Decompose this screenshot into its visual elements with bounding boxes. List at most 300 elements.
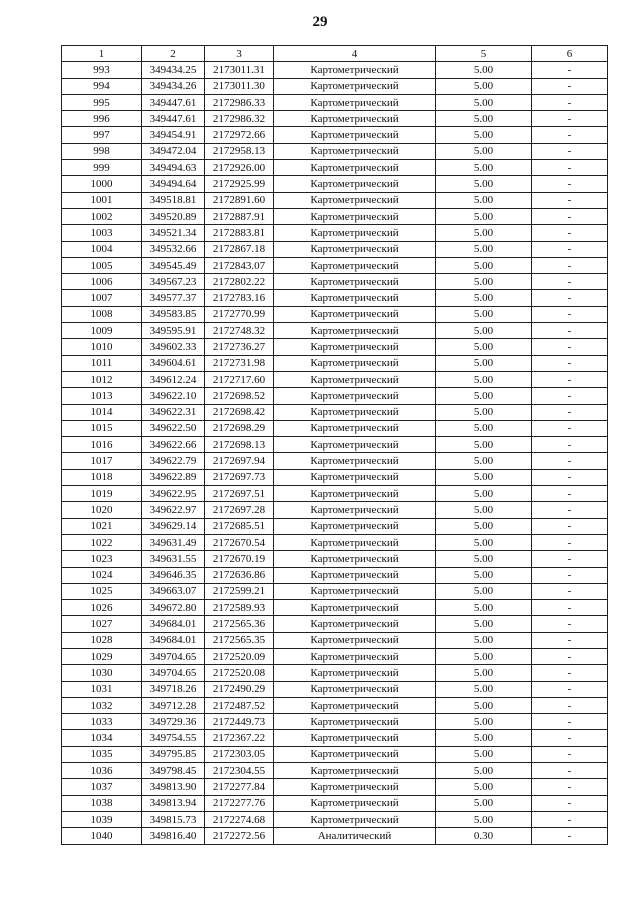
accuracy-cell: 5.00 [436, 143, 532, 159]
note-cell: - [532, 420, 608, 436]
x-coordinate-cell: 349494.63 [142, 160, 205, 176]
point-number-cell: 1019 [62, 486, 142, 502]
column-header-4: 4 [274, 46, 436, 62]
x-coordinate-cell: 349663.07 [142, 583, 205, 599]
y-coordinate-cell: 2172926.00 [205, 160, 274, 176]
accuracy-cell: 5.00 [436, 632, 532, 648]
note-cell: - [532, 795, 608, 811]
note-cell: - [532, 225, 608, 241]
accuracy-cell: 5.00 [436, 795, 532, 811]
x-coordinate-cell: 349583.85 [142, 306, 205, 322]
y-coordinate-cell: 2172986.33 [205, 94, 274, 110]
x-coordinate-cell: 349815.73 [142, 811, 205, 827]
table-row [62, 111, 608, 127]
y-coordinate-cell: 2172272.56 [205, 828, 274, 844]
table-header-row [62, 46, 608, 62]
x-coordinate-cell: 349729.36 [142, 714, 205, 730]
note-cell: - [532, 600, 608, 616]
y-coordinate-cell: 2172565.35 [205, 632, 274, 648]
y-coordinate-cell: 2172487.52 [205, 697, 274, 713]
accuracy-cell: 5.00 [436, 78, 532, 94]
point-number-cell: 1025 [62, 583, 142, 599]
y-coordinate-cell: 2172490.29 [205, 681, 274, 697]
y-coordinate-cell: 2172277.84 [205, 779, 274, 795]
method-cell: Картометрический [274, 502, 436, 518]
note-cell: - [532, 681, 608, 697]
accuracy-cell: 5.00 [436, 306, 532, 322]
point-number-cell: 997 [62, 127, 142, 143]
point-number-cell: 1040 [62, 828, 142, 844]
note-cell: - [532, 371, 608, 387]
x-coordinate-cell: 349602.33 [142, 339, 205, 355]
accuracy-cell: 5.00 [436, 469, 532, 485]
method-cell: Картометрический [274, 730, 436, 746]
accuracy-cell: 5.00 [436, 437, 532, 453]
x-coordinate-cell: 349532.66 [142, 241, 205, 257]
table-row [62, 648, 608, 664]
y-coordinate-cell: 2172958.13 [205, 143, 274, 159]
x-coordinate-cell: 349494.64 [142, 176, 205, 192]
note-cell: - [532, 290, 608, 306]
accuracy-cell: 5.00 [436, 534, 532, 550]
point-number-cell: 1027 [62, 616, 142, 632]
accuracy-cell: 5.00 [436, 208, 532, 224]
table-row [62, 290, 608, 306]
method-cell: Картометрический [274, 208, 436, 224]
y-coordinate-cell: 2172520.09 [205, 648, 274, 664]
method-cell: Картометрический [274, 453, 436, 469]
point-number-cell: 1023 [62, 551, 142, 567]
point-number-cell: 1036 [62, 763, 142, 779]
accuracy-cell: 5.00 [436, 420, 532, 436]
note-cell: - [532, 486, 608, 502]
accuracy-cell: 5.00 [436, 225, 532, 241]
table-row [62, 404, 608, 420]
note-cell: - [532, 274, 608, 290]
method-cell: Картометрический [274, 714, 436, 730]
accuracy-cell: 5.00 [436, 388, 532, 404]
accuracy-cell: 5.00 [436, 518, 532, 534]
method-cell: Картометрический [274, 176, 436, 192]
accuracy-cell: 5.00 [436, 681, 532, 697]
method-cell: Картометрический [274, 779, 436, 795]
coordinates-table [61, 45, 608, 845]
table-row [62, 665, 608, 681]
point-number-cell: 1005 [62, 257, 142, 273]
table-row [62, 795, 608, 811]
method-cell: Картометрический [274, 388, 436, 404]
method-cell: Картометрический [274, 111, 436, 127]
x-coordinate-cell: 349798.45 [142, 763, 205, 779]
y-coordinate-cell: 2173011.30 [205, 78, 274, 94]
y-coordinate-cell: 2172717.60 [205, 371, 274, 387]
table-row [62, 828, 608, 844]
x-coordinate-cell: 349604.61 [142, 355, 205, 371]
y-coordinate-cell: 2172303.05 [205, 746, 274, 762]
method-cell: Картометрический [274, 94, 436, 110]
point-number-cell: 1014 [62, 404, 142, 420]
table-row [62, 388, 608, 404]
table-row [62, 257, 608, 273]
table-row [62, 763, 608, 779]
y-coordinate-cell: 2172698.29 [205, 420, 274, 436]
table-row [62, 714, 608, 730]
x-coordinate-cell: 349622.10 [142, 388, 205, 404]
x-coordinate-cell: 349631.55 [142, 551, 205, 567]
note-cell: - [532, 208, 608, 224]
x-coordinate-cell: 349434.25 [142, 62, 205, 78]
table-row [62, 534, 608, 550]
x-coordinate-cell: 349795.85 [142, 746, 205, 762]
y-coordinate-cell: 2172565.36 [205, 616, 274, 632]
table-row [62, 176, 608, 192]
table-row [62, 323, 608, 339]
method-cell: Картометрический [274, 225, 436, 241]
x-coordinate-cell: 349567.23 [142, 274, 205, 290]
x-coordinate-cell: 349434.26 [142, 78, 205, 94]
y-coordinate-cell: 2172589.93 [205, 600, 274, 616]
accuracy-cell: 5.00 [436, 160, 532, 176]
y-coordinate-cell: 2172599.21 [205, 583, 274, 599]
point-number-cell: 1006 [62, 274, 142, 290]
table-row [62, 274, 608, 290]
method-cell: Картометрический [274, 583, 436, 599]
x-coordinate-cell: 349704.65 [142, 648, 205, 664]
accuracy-cell: 5.00 [436, 811, 532, 827]
point-number-cell: 1000 [62, 176, 142, 192]
table-row [62, 567, 608, 583]
note-cell: - [532, 323, 608, 339]
method-cell: Картометрический [274, 143, 436, 159]
y-coordinate-cell: 2172748.32 [205, 323, 274, 339]
x-coordinate-cell: 349622.95 [142, 486, 205, 502]
accuracy-cell: 5.00 [436, 241, 532, 257]
accuracy-cell: 5.00 [436, 763, 532, 779]
note-cell: - [532, 763, 608, 779]
x-coordinate-cell: 349646.35 [142, 567, 205, 583]
table-row [62, 127, 608, 143]
point-number-cell: 1013 [62, 388, 142, 404]
accuracy-cell: 5.00 [436, 339, 532, 355]
x-coordinate-cell: 349754.55 [142, 730, 205, 746]
y-coordinate-cell: 2172697.73 [205, 469, 274, 485]
table-row [62, 681, 608, 697]
x-coordinate-cell: 349622.50 [142, 420, 205, 436]
note-cell: - [532, 62, 608, 78]
x-coordinate-cell: 349518.81 [142, 192, 205, 208]
point-number-cell: 1022 [62, 534, 142, 550]
accuracy-cell: 5.00 [436, 355, 532, 371]
column-header-2: 2 [142, 46, 205, 62]
y-coordinate-cell: 2172670.19 [205, 551, 274, 567]
point-number-cell: 1018 [62, 469, 142, 485]
accuracy-cell: 5.00 [436, 290, 532, 306]
method-cell: Картометрический [274, 632, 436, 648]
y-coordinate-cell: 2172697.94 [205, 453, 274, 469]
note-cell: - [532, 355, 608, 371]
accuracy-cell: 5.00 [436, 697, 532, 713]
accuracy-cell: 5.00 [436, 274, 532, 290]
table-row [62, 339, 608, 355]
method-cell: Картометрический [274, 469, 436, 485]
y-coordinate-cell: 2172736.27 [205, 339, 274, 355]
note-cell: - [532, 339, 608, 355]
x-coordinate-cell: 349622.31 [142, 404, 205, 420]
accuracy-cell: 5.00 [436, 583, 532, 599]
table-row [62, 453, 608, 469]
method-cell: Картометрический [274, 665, 436, 681]
y-coordinate-cell: 2172636.86 [205, 567, 274, 583]
method-cell: Картометрический [274, 62, 436, 78]
x-coordinate-cell: 349712.28 [142, 697, 205, 713]
note-cell: - [532, 648, 608, 664]
y-coordinate-cell: 2172698.52 [205, 388, 274, 404]
note-cell: - [532, 111, 608, 127]
y-coordinate-cell: 2172770.99 [205, 306, 274, 322]
method-cell: Картометрический [274, 323, 436, 339]
x-coordinate-cell: 349813.94 [142, 795, 205, 811]
point-number-cell: 1031 [62, 681, 142, 697]
method-cell: Картометрический [274, 551, 436, 567]
method-cell: Картометрический [274, 437, 436, 453]
x-coordinate-cell: 349622.97 [142, 502, 205, 518]
point-number-cell: 1030 [62, 665, 142, 681]
method-cell: Картометрический [274, 567, 436, 583]
y-coordinate-cell: 2172887.91 [205, 208, 274, 224]
point-number-cell: 996 [62, 111, 142, 127]
note-cell: - [532, 714, 608, 730]
point-number-cell: 1015 [62, 420, 142, 436]
point-number-cell: 1024 [62, 567, 142, 583]
method-cell: Картометрический [274, 241, 436, 257]
y-coordinate-cell: 2172731.98 [205, 355, 274, 371]
y-coordinate-cell: 2172520.08 [205, 665, 274, 681]
column-header-6: 6 [532, 46, 608, 62]
point-number-cell: 999 [62, 160, 142, 176]
x-coordinate-cell: 349629.14 [142, 518, 205, 534]
table-row [62, 518, 608, 534]
note-cell: - [532, 241, 608, 257]
method-cell: Картометрический [274, 371, 436, 387]
y-coordinate-cell: 2172685.51 [205, 518, 274, 534]
point-number-cell: 1011 [62, 355, 142, 371]
y-coordinate-cell: 2172670.54 [205, 534, 274, 550]
table-row [62, 486, 608, 502]
x-coordinate-cell: 349447.61 [142, 111, 205, 127]
point-number-cell: 1008 [62, 306, 142, 322]
method-cell: Картометрический [274, 339, 436, 355]
table-row [62, 355, 608, 371]
note-cell: - [532, 437, 608, 453]
accuracy-cell: 5.00 [436, 192, 532, 208]
accuracy-cell: 5.00 [436, 730, 532, 746]
note-cell: - [532, 176, 608, 192]
x-coordinate-cell: 349684.01 [142, 616, 205, 632]
table-row [62, 469, 608, 485]
note-cell: - [532, 94, 608, 110]
point-number-cell: 1033 [62, 714, 142, 730]
method-cell: Картометрический [274, 290, 436, 306]
y-coordinate-cell: 2172697.28 [205, 502, 274, 518]
point-number-cell: 1016 [62, 437, 142, 453]
accuracy-cell: 5.00 [436, 404, 532, 420]
table-row [62, 143, 608, 159]
accuracy-cell: 5.00 [436, 371, 532, 387]
y-coordinate-cell: 2172698.13 [205, 437, 274, 453]
note-cell: - [532, 192, 608, 208]
note-cell: - [532, 616, 608, 632]
method-cell: Картометрический [274, 486, 436, 502]
y-coordinate-cell: 2172449.73 [205, 714, 274, 730]
x-coordinate-cell: 349521.34 [142, 225, 205, 241]
note-cell: - [532, 453, 608, 469]
note-cell: - [532, 828, 608, 844]
y-coordinate-cell: 2173011.31 [205, 62, 274, 78]
note-cell: - [532, 257, 608, 273]
y-coordinate-cell: 2172367.22 [205, 730, 274, 746]
accuracy-cell: 5.00 [436, 600, 532, 616]
table-row [62, 779, 608, 795]
note-cell: - [532, 388, 608, 404]
table-row [62, 502, 608, 518]
method-cell: Картометрический [274, 763, 436, 779]
accuracy-cell: 5.00 [436, 779, 532, 795]
table-row [62, 160, 608, 176]
x-coordinate-cell: 349813.90 [142, 779, 205, 795]
column-header-1: 1 [62, 46, 142, 62]
x-coordinate-cell: 349447.61 [142, 94, 205, 110]
point-number-cell: 1012 [62, 371, 142, 387]
column-header-5: 5 [436, 46, 532, 62]
note-cell: - [532, 469, 608, 485]
point-number-cell: 1020 [62, 502, 142, 518]
note-cell: - [532, 404, 608, 420]
method-cell: Картометрический [274, 600, 436, 616]
note-cell: - [532, 746, 608, 762]
accuracy-cell: 5.00 [436, 567, 532, 583]
note-cell: - [532, 567, 608, 583]
table-body [62, 62, 608, 844]
method-cell: Картометрический [274, 681, 436, 697]
table-row [62, 730, 608, 746]
point-number-cell: 1003 [62, 225, 142, 241]
y-coordinate-cell: 2172972.66 [205, 127, 274, 143]
table-row [62, 551, 608, 567]
accuracy-cell: 5.00 [436, 62, 532, 78]
table-row [62, 225, 608, 241]
table-row [62, 632, 608, 648]
method-cell: Картометрический [274, 355, 436, 371]
accuracy-cell: 5.00 [436, 257, 532, 273]
point-number-cell: 1001 [62, 192, 142, 208]
note-cell: - [532, 143, 608, 159]
method-cell: Картометрический [274, 192, 436, 208]
method-cell: Картометрический [274, 697, 436, 713]
accuracy-cell: 5.00 [436, 111, 532, 127]
x-coordinate-cell: 349622.66 [142, 437, 205, 453]
x-coordinate-cell: 349472.04 [142, 143, 205, 159]
y-coordinate-cell: 2172783.16 [205, 290, 274, 306]
table-row [62, 94, 608, 110]
y-coordinate-cell: 2172891.60 [205, 192, 274, 208]
table-row [62, 746, 608, 762]
point-number-cell: 1017 [62, 453, 142, 469]
table-row [62, 697, 608, 713]
accuracy-cell: 5.00 [436, 176, 532, 192]
method-cell: Картометрический [274, 160, 436, 176]
method-cell: Картометрический [274, 420, 436, 436]
page-number: 29 [312, 14, 328, 30]
table-row [62, 371, 608, 387]
x-coordinate-cell: 349520.89 [142, 208, 205, 224]
accuracy-cell: 5.00 [436, 94, 532, 110]
point-number-cell: 1026 [62, 600, 142, 616]
accuracy-cell: 5.00 [436, 616, 532, 632]
accuracy-cell: 5.00 [436, 502, 532, 518]
note-cell: - [532, 730, 608, 746]
table-row [62, 600, 608, 616]
method-cell: Картометрический [274, 534, 436, 550]
note-cell: - [532, 306, 608, 322]
note-cell: - [532, 534, 608, 550]
method-cell: Картометрический [274, 78, 436, 94]
point-number-cell: 1009 [62, 323, 142, 339]
table-row [62, 62, 608, 78]
note-cell: - [532, 583, 608, 599]
table-row [62, 420, 608, 436]
table-row [62, 241, 608, 257]
point-number-cell: 1032 [62, 697, 142, 713]
method-cell: Картометрический [274, 811, 436, 827]
y-coordinate-cell: 2172698.42 [205, 404, 274, 420]
method-cell: Картометрический [274, 257, 436, 273]
table-row [62, 583, 608, 599]
method-cell: Картометрический [274, 518, 436, 534]
y-coordinate-cell: 2172697.51 [205, 486, 274, 502]
x-coordinate-cell: 349454.91 [142, 127, 205, 143]
x-coordinate-cell: 349622.89 [142, 469, 205, 485]
x-coordinate-cell: 349704.65 [142, 665, 205, 681]
note-cell: - [532, 665, 608, 681]
y-coordinate-cell: 2172274.68 [205, 811, 274, 827]
x-coordinate-cell: 349577.37 [142, 290, 205, 306]
note-cell: - [532, 502, 608, 518]
y-coordinate-cell: 2172925.99 [205, 176, 274, 192]
method-cell: Картометрический [274, 648, 436, 664]
point-number-cell: 998 [62, 143, 142, 159]
accuracy-cell: 5.00 [436, 323, 532, 339]
note-cell: - [532, 632, 608, 648]
note-cell: - [532, 779, 608, 795]
y-coordinate-cell: 2172843.07 [205, 257, 274, 273]
x-coordinate-cell: 349612.24 [142, 371, 205, 387]
table-row [62, 306, 608, 322]
point-number-cell: 1039 [62, 811, 142, 827]
note-cell: - [532, 160, 608, 176]
accuracy-cell: 5.00 [436, 714, 532, 730]
y-coordinate-cell: 2172867.18 [205, 241, 274, 257]
point-number-cell: 1007 [62, 290, 142, 306]
accuracy-cell: 5.00 [436, 127, 532, 143]
note-cell: - [532, 518, 608, 534]
table-row [62, 437, 608, 453]
point-number-cell: 1028 [62, 632, 142, 648]
note-cell: - [532, 811, 608, 827]
table-row [62, 78, 608, 94]
x-coordinate-cell: 349684.01 [142, 632, 205, 648]
point-number-cell: 1002 [62, 208, 142, 224]
method-cell: Картометрический [274, 746, 436, 762]
